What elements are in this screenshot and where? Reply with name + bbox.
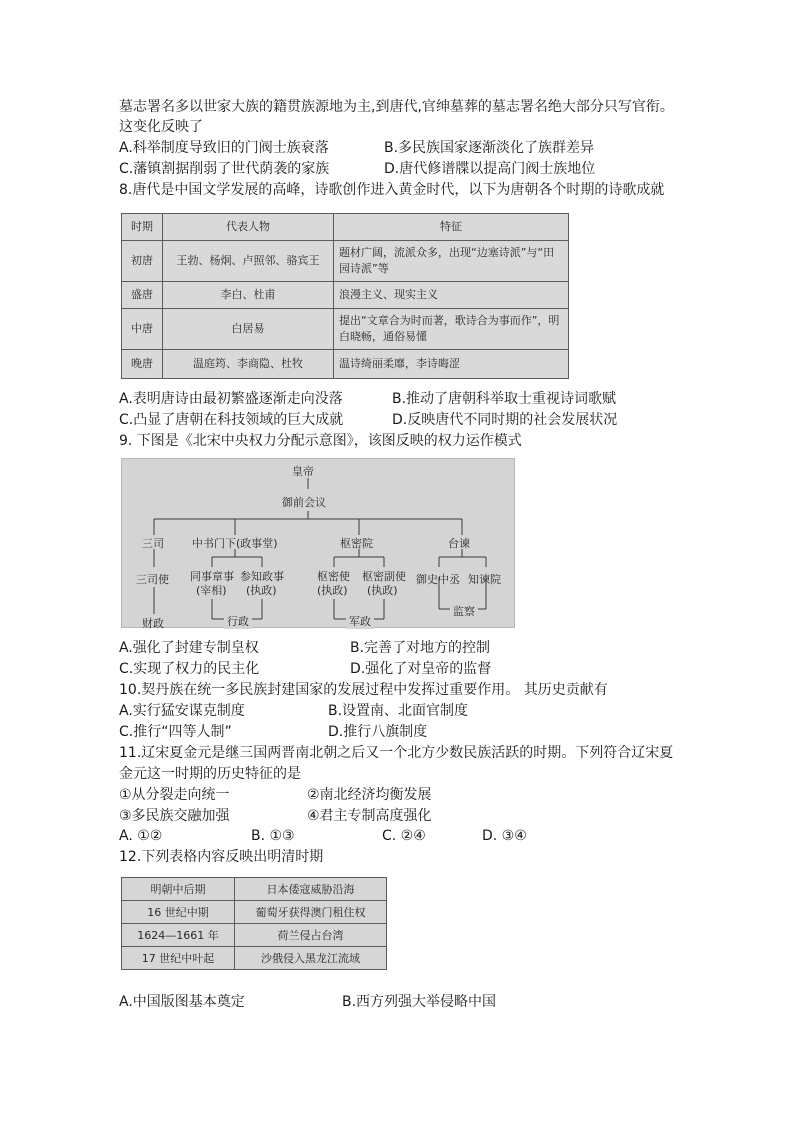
node-yushi: 御史中丞: [416, 573, 460, 586]
cell-feature: 题材广阔，流派众多，出现“边塞诗派”与“田园诗派”等: [334, 241, 569, 282]
label-caizheng: 财政: [142, 617, 164, 630]
header-period: 时期: [122, 214, 163, 241]
q11-statement-3: ③多民族交融加强: [119, 808, 230, 824]
table-header-row: [122, 214, 569, 241]
cell-people: 温庭筠、李商隐、杜牧: [163, 350, 334, 379]
node-shumifushi-sub: (执政): [367, 584, 398, 597]
q12-events-table: [121, 877, 387, 970]
node-shumifushi: 枢密副使: [362, 570, 406, 583]
q9-option-a: A.强化了封建专制皇权: [119, 640, 259, 656]
node-taijian: 台谏: [448, 537, 470, 550]
q10-stem: 10.契丹族在统一多民族封建国家的发展过程中发挥过重要作用。 其历史贡献有: [119, 682, 608, 698]
cell-time: 明朝中后期: [122, 878, 235, 901]
q11-option-b: B. ①③: [251, 828, 295, 844]
node-canzhi: 参知政事: [240, 570, 284, 583]
cell-people: 李白、杜甫: [163, 282, 334, 309]
q8-stem: 8.唐代是中国文学发展的高峰，诗歌创作进入黄金时代，以下为唐朝各个时期的诗歌成就: [119, 182, 665, 198]
q11-option-d: D. ③④: [482, 828, 527, 844]
q9-option-d: D.强化了对皇帝的监督: [350, 661, 492, 677]
q8-option-a: A.表明唐诗由最初繁盛逐渐走向没落: [119, 391, 343, 407]
q12-option-a: A.中国版图基本奠定: [119, 994, 245, 1010]
q10-option-a: A.实行猛安谋克制度: [119, 703, 245, 719]
q12-stem: 12.下列表格内容反映出明清时期: [119, 849, 324, 865]
node-shumishi: 枢密使: [317, 570, 350, 583]
cell-people: 王勃、杨炯、卢照邻、骆宾王: [163, 241, 334, 282]
node-sansishi: 三司使: [136, 573, 169, 586]
q9-stem: 9. 下图是《北宋中央权力分配示意图》，该图反映的权力运作模式: [119, 433, 522, 449]
cell-feature: 提出“文章合为时而著，歌诗合为事而作”，明白晓畅，通俗易懂: [334, 309, 569, 350]
table-row: [122, 901, 387, 924]
cell-people: 白居易: [163, 309, 334, 350]
q8-option-b: B.推动了唐朝科举取士重视诗词歌赋: [392, 391, 617, 407]
q11-statement-4: ④君主专制高度强化: [307, 808, 432, 824]
header-people: 代表人物: [163, 214, 334, 241]
node-zhijianyuan: 知谏院: [468, 573, 501, 586]
header-feature: 特征: [334, 214, 569, 241]
cell-event: 葡萄牙获得澳门租住权: [235, 901, 387, 924]
q8-option-c: C.凸显了唐朝在科技领域的巨大成就: [119, 412, 344, 428]
q7-option-b: B.多民族国家逐渐淡化了族群差异: [384, 140, 595, 156]
q10-option-c: C.推行“四等人制”: [119, 724, 232, 740]
table-row: [122, 947, 387, 970]
table-row: [122, 878, 387, 901]
q10-option-d: D.推行八旗制度: [328, 724, 428, 740]
q7-option-c: C.藩镇割据削弱了世代荫袭的家族: [119, 161, 330, 177]
q9-option-c: C.实现了权力的民主化: [119, 661, 260, 677]
label-xingzheng: 行政: [224, 613, 252, 629]
cell-period: 中唐: [122, 309, 163, 350]
q9-power-diagram: [121, 458, 515, 628]
cell-event: 日本倭寇威胁沿海: [235, 878, 387, 901]
q7-option-a: A.科举制度导致旧的门阀士族衰落: [119, 140, 329, 156]
table-row: [122, 309, 569, 350]
node-council: 御前会议: [282, 496, 326, 509]
cell-period: 初唐: [122, 241, 163, 282]
cell-time: 16 世纪中期: [122, 901, 235, 924]
cell-time: 17 世纪中叶起: [122, 947, 235, 970]
node-shumishi-sub: (执政): [317, 584, 348, 597]
table-row: [122, 924, 387, 947]
q7-option-d: D.唐代修谱牒以提高门阀士族地位: [384, 161, 596, 177]
label-junzheng: 军政: [346, 613, 374, 629]
cell-period: 盛唐: [122, 282, 163, 309]
node-shumiyuan: 枢密院: [340, 537, 373, 550]
q11-option-c: C. ②④: [382, 828, 426, 844]
node-tongshi-sub: (宰相): [196, 584, 227, 597]
label-jiancha: 监察: [450, 603, 478, 619]
q7-stem-line2: 这变化反映了: [119, 119, 203, 135]
cell-period: 晚唐: [122, 350, 163, 379]
table-row: [122, 282, 569, 309]
node-sansi: 三司: [142, 537, 164, 550]
q10-option-b: B.设置南、北面官制度: [328, 703, 469, 719]
node-emperor: 皇帝: [292, 465, 314, 478]
q8-option-d: D.反映唐代不同时期的社会发展状况: [392, 412, 618, 428]
cell-event: 沙俄侵入黑龙江流域: [235, 947, 387, 970]
q9-option-b: B.完善了对地方的控制: [350, 640, 491, 656]
q11-stem-line2: 金元这一时期的历史特征的是: [119, 766, 301, 782]
cell-feature: 浪漫主义、现实主义: [334, 282, 569, 309]
q11-stem-line1: 11.辽宋夏金元是继三国两晋南北朝之后又一个北方少数民族活跃的时期。下列符合辽宋夏: [119, 745, 674, 761]
q11-statement-1: ①从分裂走向统一: [119, 787, 230, 803]
q8-poetry-table: [121, 213, 569, 379]
node-canzhi-sub: (执政): [246, 584, 277, 597]
node-tongshi: 同事章事: [190, 570, 234, 583]
q7-stem-line1: 墓志署名多以世家大族的籍贯族源地为主,到唐代,官绅墓葬的墓志署名绝大部分只写官衔。: [119, 99, 674, 115]
cell-time: 1624—1661 年: [122, 924, 235, 947]
cell-event: 荷兰侵占台湾: [235, 924, 387, 947]
q11-option-a: A. ①②: [119, 828, 163, 844]
q11-statement-2: ②南北经济均衡发展: [307, 787, 432, 803]
table-row: [122, 241, 569, 282]
q12-option-b: B.西方列强大举侵略中国: [342, 994, 497, 1010]
cell-feature: 温诗绮丽柔靡，李诗晦涩: [334, 350, 569, 379]
node-zhongshu: 中书门下(政事堂): [192, 537, 278, 550]
table-row: [122, 350, 569, 379]
